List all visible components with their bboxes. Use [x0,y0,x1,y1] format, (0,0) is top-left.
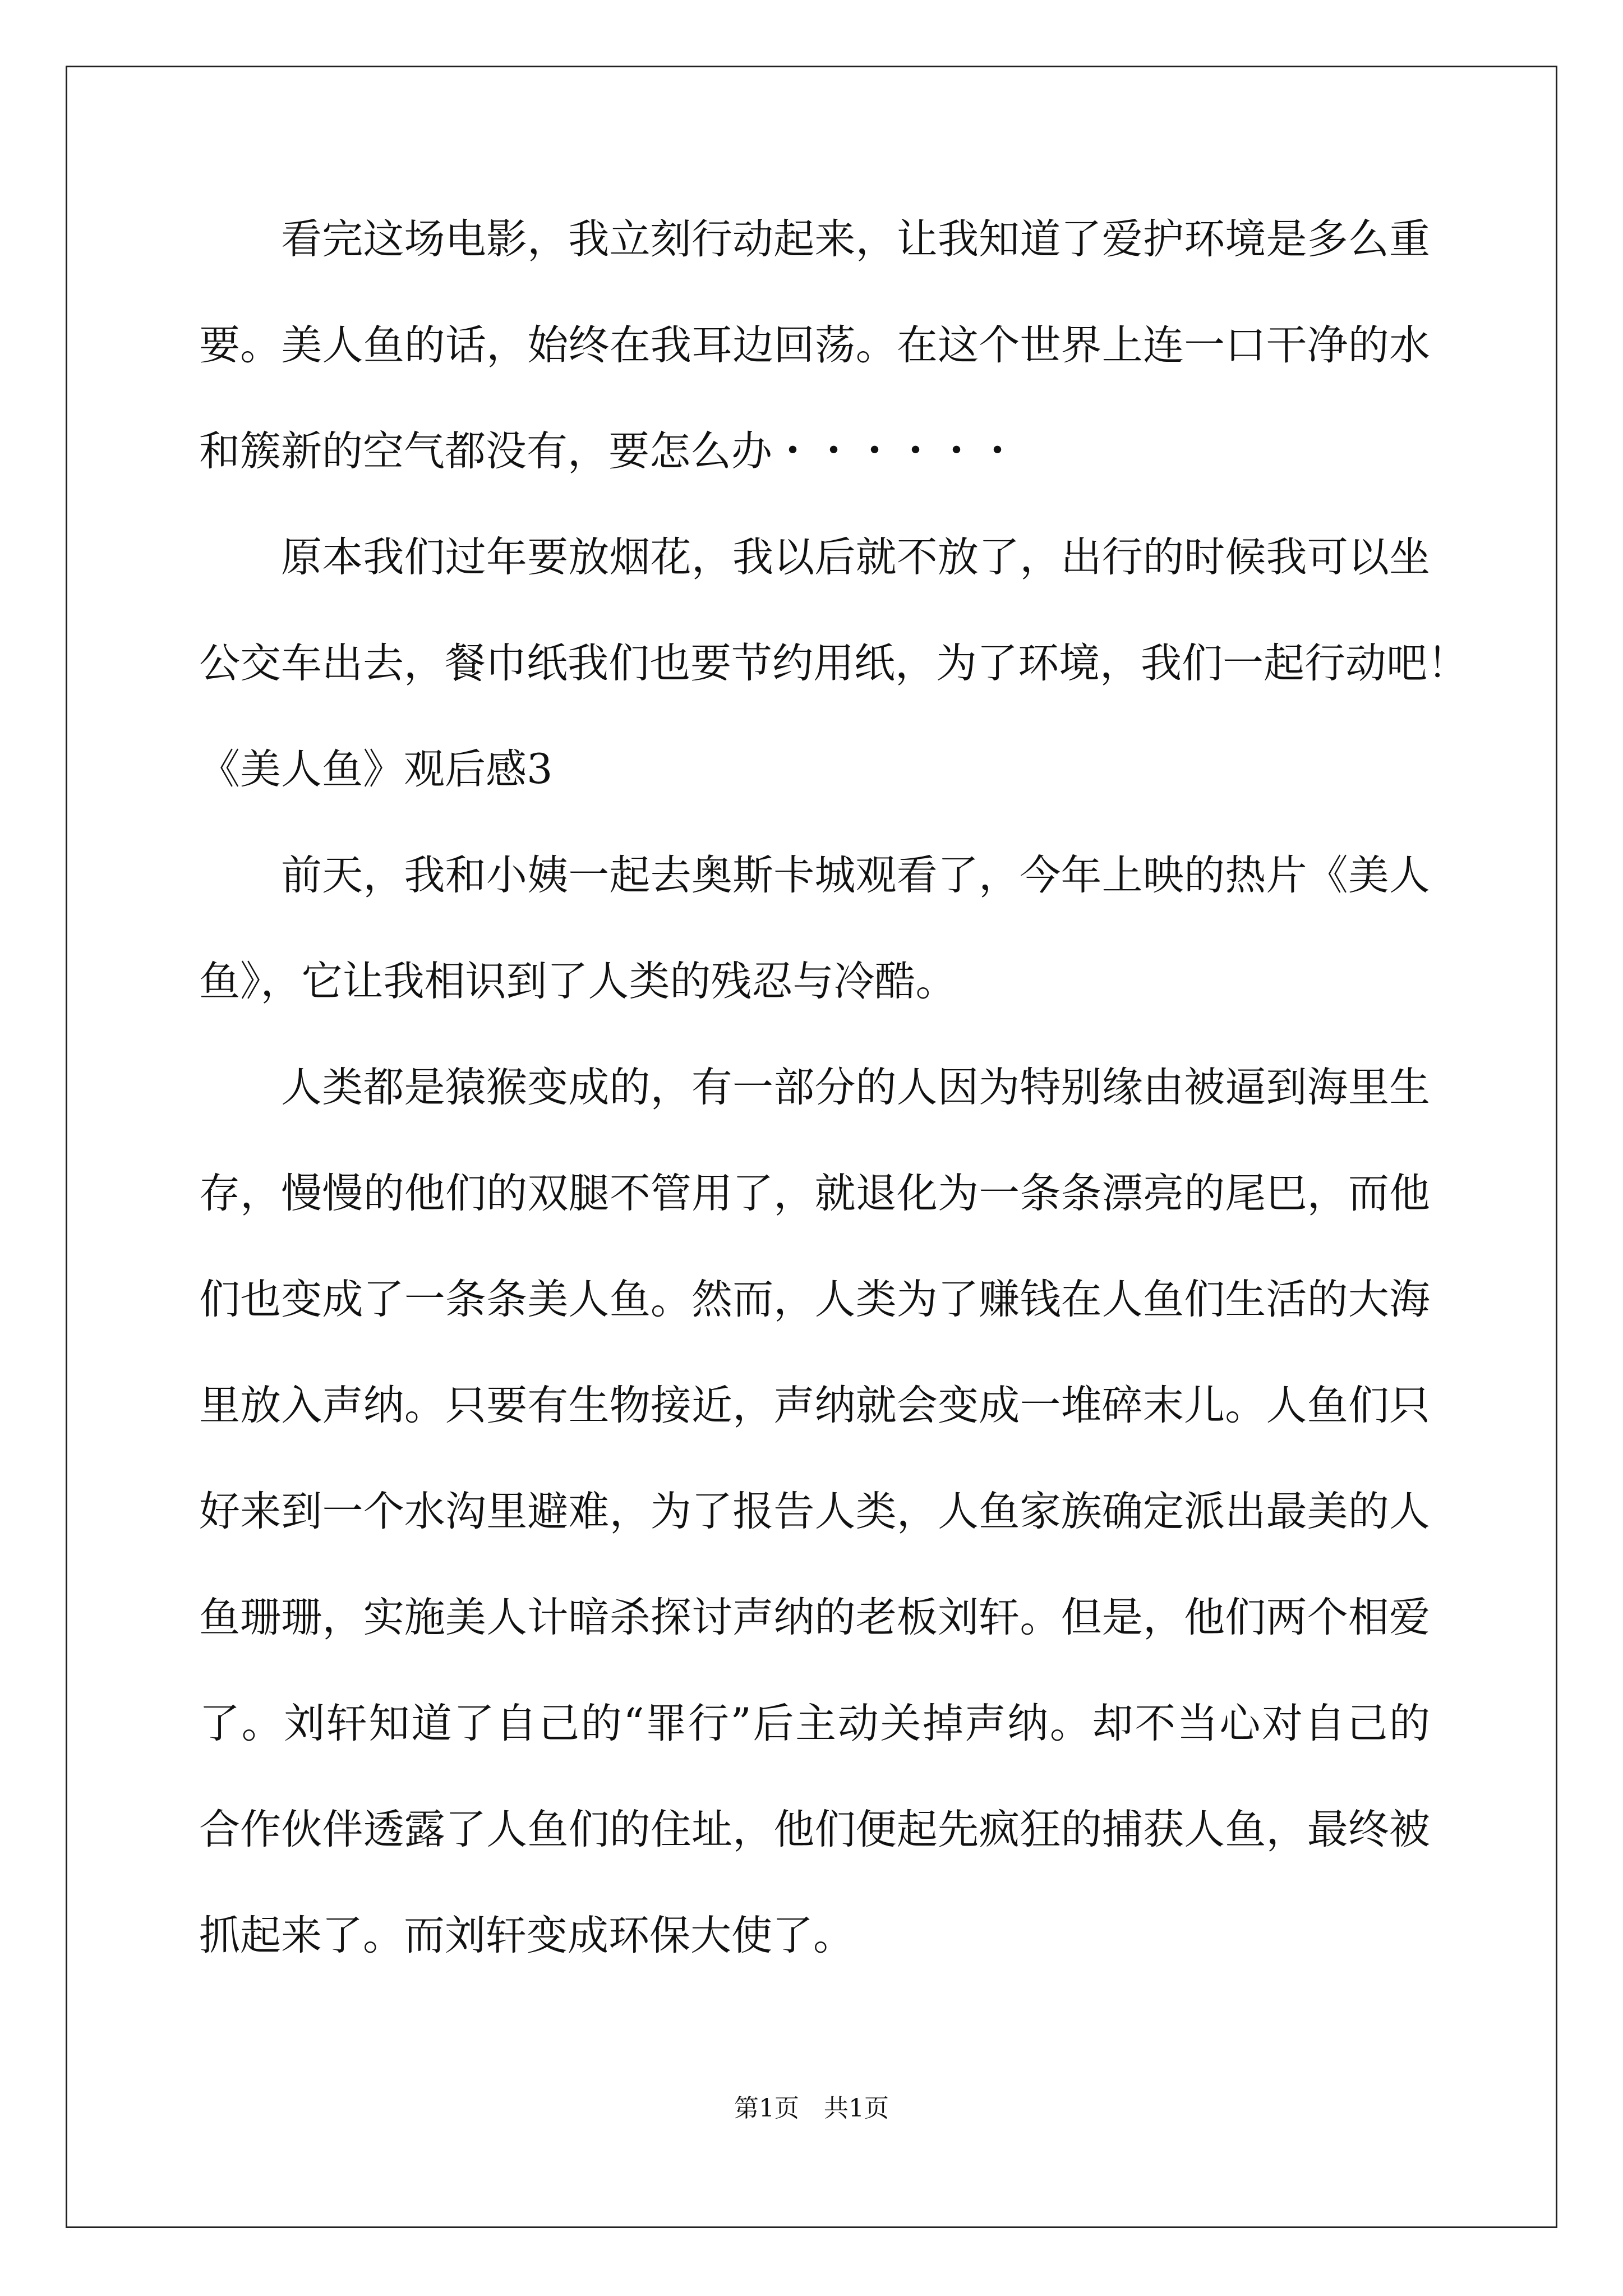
page-number-footer: 第1页 共1页 [734,2094,889,2123]
text-line: 鱼》，它让我相识到了人类的残忍与冷酷。 [199,958,957,1005]
section-heading: 《美人鱼》观后感3 [199,746,553,793]
text-line: 人类都是猿猴变成的，有一部分的人因为特别缘由被逼到海里生 [281,1064,1430,1111]
document-body [199,214,1468,2017]
text-line: 里放入声纳。只要有生物接近，声纳就会变成一堆碎末儿。人鱼们只 [199,1382,1430,1429]
text-line: 好来到一个水沟里避难，为了报告人类，人鱼家族确定派出最美的人 [199,1488,1430,1535]
text-line: 公交车出去，餐巾纸我们也要节约用纸，为了环境，我们一起行动吧！ [199,639,1468,687]
text-line: 要。美人鱼的话，始终在我耳边回荡。在这个世界上连一口干净的水 [199,321,1430,369]
text-line: 合作伙伴透露了人鱼们的住址，他们便起先疯狂的捕获人鱼，最终被 [199,1806,1430,1853]
text-line: 鱼珊珊，实施美人计暗杀探讨声纳的老板刘轩。但是，他们两个相爱 [199,1594,1430,1641]
text-line: 存，慢慢的他们的双腿不管用了，就退化为一条条漂亮的尾巴，而他 [199,1170,1430,1217]
text-line: 原本我们过年要放烟花，我以后就不放了，出行的时候我可以坐 [281,533,1430,581]
text-line: 看完这场电影，我立刻行动起来，让我知道了爱护环境是多么重 [281,215,1430,263]
text-line: 们也变成了一条条美人鱼。然而，人类为了赚钱在人鱼们生活的大海 [199,1276,1430,1323]
text-line: 抓起来了。而刘轩变成环保大使了。 [199,1912,854,1959]
text-line: 了。刘轩知道了自己的“罪行”后主动关掉声纳。却不当心对自己的 [199,1700,1430,1747]
text-line: 和簇新的空气都没有，要怎么办・・・・・・ [199,427,1018,475]
text-line: 前天，我和小姨一起去奥斯卡城观看了，今年上映的热片《美人 [281,852,1430,899]
